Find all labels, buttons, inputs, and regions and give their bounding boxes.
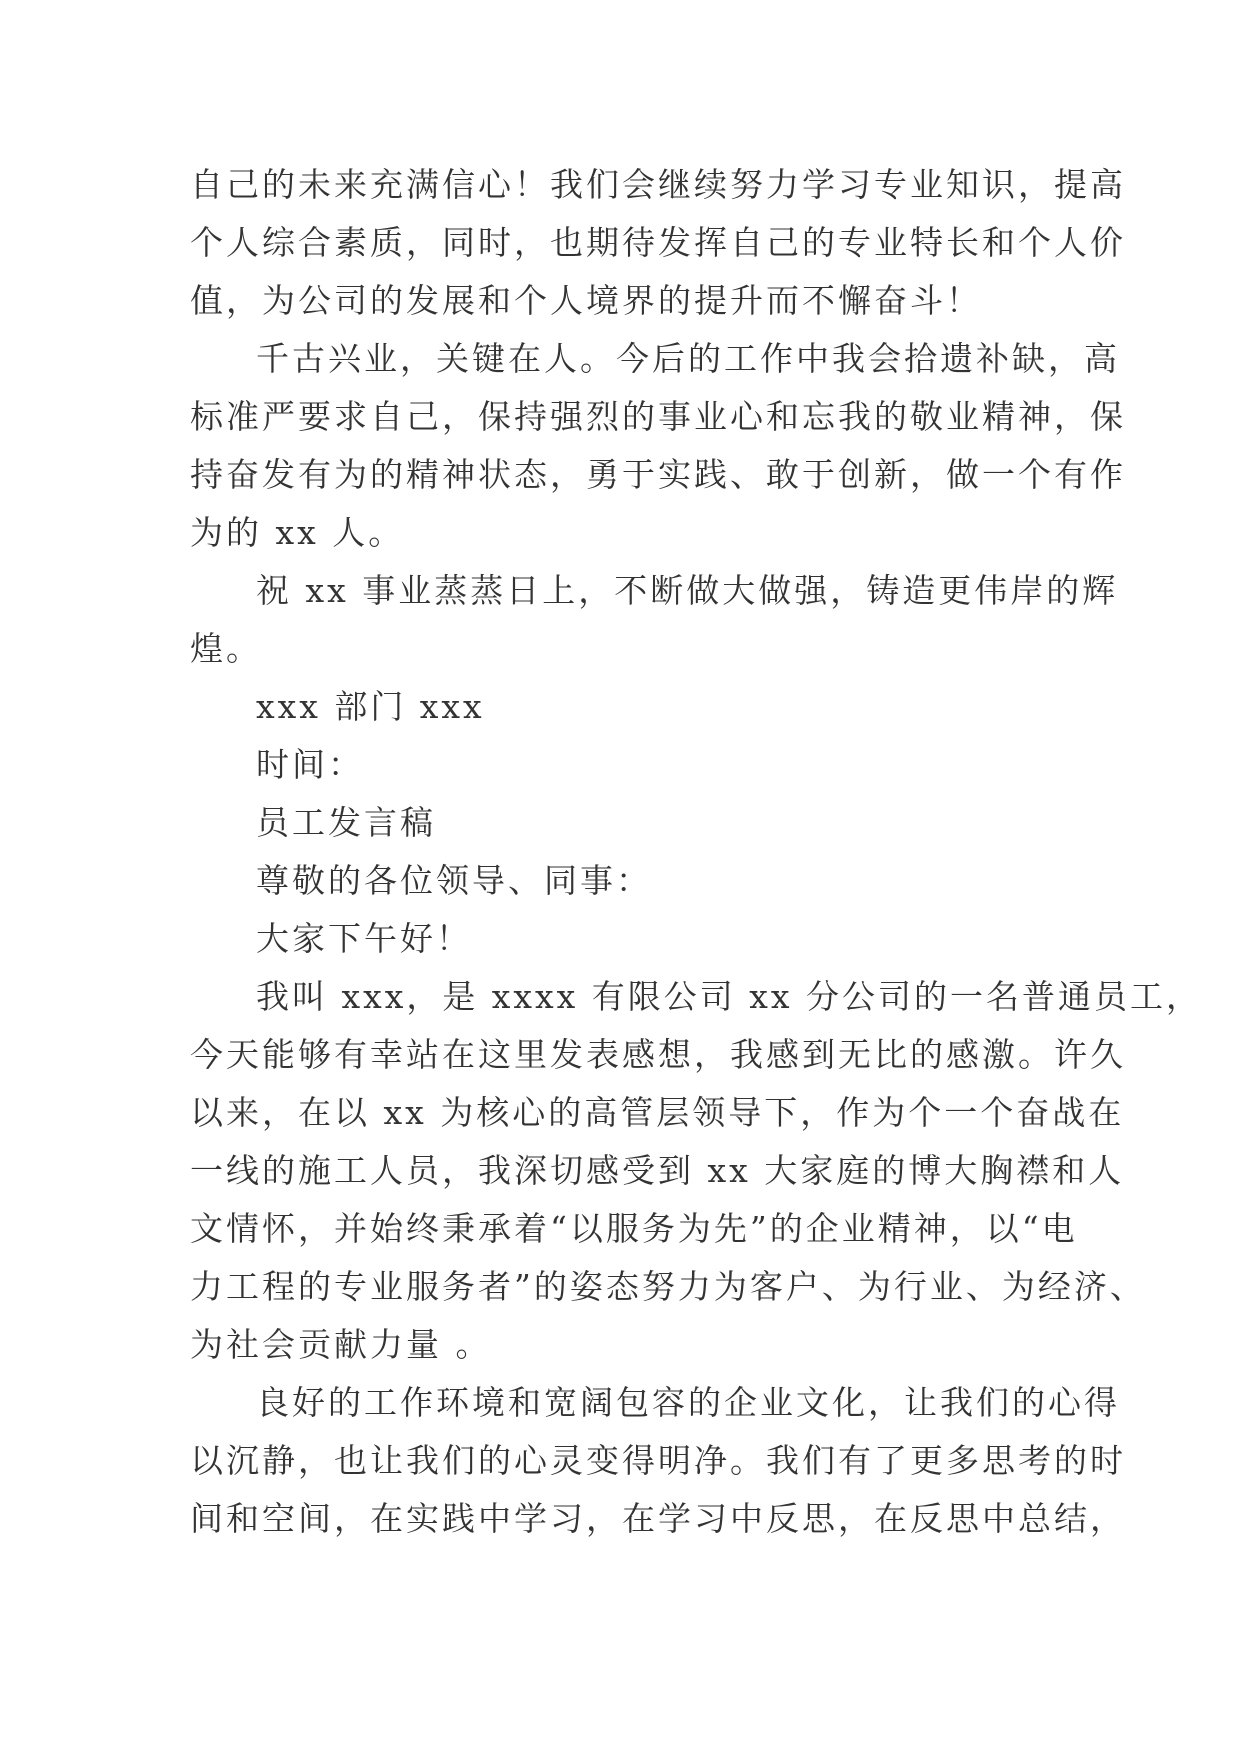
text-line: 千古兴业，关键在人。今后的工作中我会拾遗补缺，高 <box>256 339 1120 378</box>
text-line: 持奋发有为的精神状态，勇于实践、敢于创新，做一个有作 <box>190 455 1126 494</box>
document-body <box>190 156 1202 1548</box>
text-line: 力工程的专业服务者”的姿态努力为客户、为行业、为经济、 <box>190 1267 1146 1306</box>
text-line: 为社会贡献力量 。 <box>190 1325 492 1364</box>
text-line: 员工发言稿 <box>256 803 436 842</box>
text-line: 一线的施工人员，我深切感受到 xx 大家庭的博大胸襟和人 <box>190 1151 1125 1190</box>
text-line: 今天能够有幸站在这里发表感想，我感到无比的感激。许久 <box>190 1035 1126 1074</box>
text-line: 间和空间，在实践中学习，在学习中反思，在反思中总结， <box>190 1499 1126 1538</box>
text-line: 时间： <box>256 745 364 784</box>
text-line: 个人综合素质，同时，也期待发挥自己的专业特长和个人价 <box>190 223 1126 262</box>
text-line: 煌。 <box>190 629 262 668</box>
text-line: 标准严要求自己，保持强烈的事业心和忘我的敬业精神，保 <box>190 397 1126 436</box>
text-line: 我叫 xxx，是 xxxx 有限公司 xx 分公司的一名普通员工， <box>256 977 1202 1016</box>
text-line: 祝 xx 事业蒸蒸日上，不断做大做强，铸造更伟岸的辉 <box>256 571 1119 610</box>
text-line: xxx 部门 xxx <box>256 687 485 726</box>
text-line: 良好的工作环境和宽阔包容的企业文化，让我们的心得 <box>256 1383 1120 1422</box>
text-line: 文情怀，并始终秉承着“以服务为先”的企业精神，以“电 <box>190 1209 1078 1248</box>
text-line: 以来，在以 xx 为核心的高管层领导下，作为个一个奋战在 <box>190 1093 1125 1132</box>
text-line: 以沉静，也让我们的心灵变得明净。我们有了更多思考的时 <box>190 1441 1126 1480</box>
text-line: 尊敬的各位领导、同事： <box>256 861 652 900</box>
text-line: 大家下午好！ <box>256 919 472 958</box>
text-line: 值，为公司的发展和个人境界的提升而不懈奋斗！ <box>190 281 982 320</box>
text-line: 自己的未来充满信心！我们会继续努力学习专业知识，提高 <box>190 165 1126 204</box>
text-line: 为的 xx 人。 <box>190 513 405 552</box>
